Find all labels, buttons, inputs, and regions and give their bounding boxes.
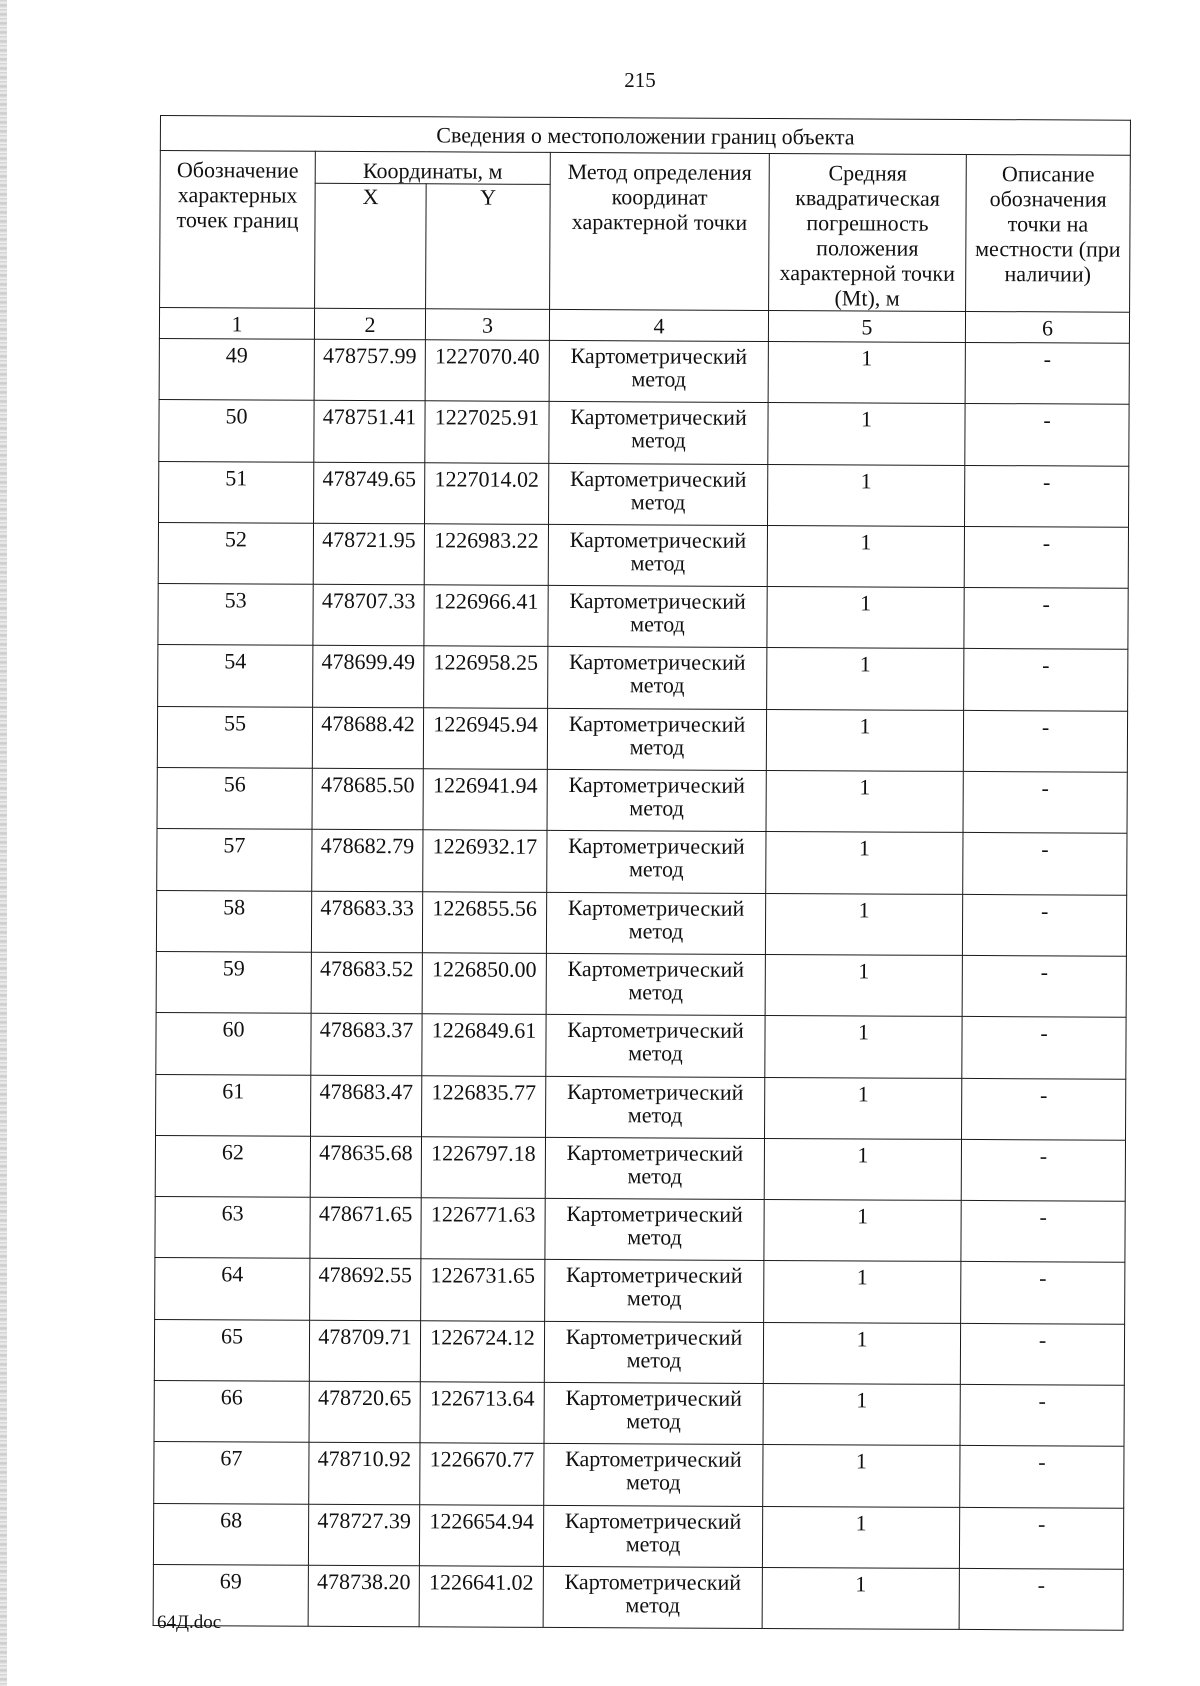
cell-method: Картометрический метод xyxy=(546,892,765,954)
footer-filename: 64Д.doc xyxy=(157,1612,222,1633)
cell-y: 1226983.22 xyxy=(424,524,548,586)
table-row xyxy=(157,706,1127,772)
cell-y: 1226713.64 xyxy=(420,1382,544,1444)
cell-y: 1226849.61 xyxy=(422,1014,546,1076)
table-row xyxy=(155,1258,1125,1324)
cell-error: 1 xyxy=(763,1322,960,1384)
cell-x: 478720.65 xyxy=(309,1381,420,1443)
cell-y: 1227025.91 xyxy=(425,401,549,463)
cell-point: 51 xyxy=(159,461,314,523)
table-row xyxy=(159,461,1129,527)
cell-error: 1 xyxy=(763,1445,960,1507)
table-row xyxy=(155,1135,1125,1201)
cell-description: - xyxy=(962,955,1126,1017)
cell-point: 65 xyxy=(154,1319,309,1381)
cell-method: Картометрический метод xyxy=(546,1076,765,1138)
cell-y: 1226670.77 xyxy=(420,1443,544,1505)
cell-y: 1226958.25 xyxy=(424,646,548,708)
cell-error: 1 xyxy=(763,1384,960,1446)
table-row xyxy=(157,829,1127,895)
cell-description: - xyxy=(963,772,1127,834)
cell-error: 1 xyxy=(762,1567,959,1629)
cell-error: 1 xyxy=(768,403,965,465)
cell-description: - xyxy=(962,894,1126,956)
table-row xyxy=(153,1564,1123,1630)
cell-x: 478751.41 xyxy=(314,401,425,463)
cell-description: - xyxy=(964,588,1128,650)
cell-description: - xyxy=(959,1507,1123,1569)
table-row xyxy=(159,400,1129,466)
cell-description: - xyxy=(963,833,1127,895)
header-method: Метод определения координат характерной точки xyxy=(550,152,770,310)
column-number: 6 xyxy=(965,311,1129,343)
column-number-row xyxy=(159,308,1129,344)
cell-error: 1 xyxy=(765,1016,962,1078)
cell-error: 1 xyxy=(766,709,963,771)
cell-y: 1226945.94 xyxy=(423,708,547,770)
cell-point: 58 xyxy=(156,890,311,952)
cell-method: Картометрический метод xyxy=(545,1199,764,1261)
cell-y: 1226724.12 xyxy=(420,1321,544,1383)
cell-error: 1 xyxy=(768,341,965,403)
cell-x: 478683.47 xyxy=(311,1075,422,1137)
cell-description: - xyxy=(961,1139,1125,1201)
cell-point: 54 xyxy=(158,645,313,707)
cell-method: Картометрический метод xyxy=(544,1444,763,1506)
cell-description: - xyxy=(962,1078,1126,1140)
cell-point: 53 xyxy=(158,584,313,646)
cell-y: 1226835.77 xyxy=(422,1075,546,1137)
title-row xyxy=(160,116,1130,156)
column-number: 2 xyxy=(314,308,425,340)
cell-x: 478683.37 xyxy=(311,1014,422,1076)
cell-error: 1 xyxy=(764,1261,961,1323)
cell-error: 1 xyxy=(768,464,965,526)
cell-x: 478738.20 xyxy=(308,1565,419,1627)
cell-method: Картометрический метод xyxy=(543,1566,762,1628)
cell-description: - xyxy=(960,1384,1124,1446)
cell-description: - xyxy=(960,1446,1124,1508)
cell-method: Картометрический метод xyxy=(543,1505,762,1567)
cell-method: Картометрический метод xyxy=(547,831,766,893)
cell-description: - xyxy=(961,1262,1125,1324)
cell-error: 1 xyxy=(767,525,964,587)
cell-method: Картометрический метод xyxy=(547,708,766,770)
table-row xyxy=(154,1381,1124,1447)
cell-y: 1226731.65 xyxy=(421,1259,545,1321)
cell-error: 1 xyxy=(764,1138,961,1200)
table-row xyxy=(156,1013,1126,1079)
cell-y: 1227070.40 xyxy=(425,340,549,402)
cell-method: Картометрический метод xyxy=(545,1137,764,1199)
table-row xyxy=(157,768,1127,834)
cell-point: 63 xyxy=(155,1197,310,1259)
table-row xyxy=(156,890,1126,956)
cell-error: 1 xyxy=(767,587,964,649)
cell-description: - xyxy=(959,1568,1123,1630)
cell-method: Картометрический метод xyxy=(549,463,768,525)
table-row xyxy=(156,951,1126,1017)
cell-point: 56 xyxy=(157,768,312,830)
cell-x: 478683.52 xyxy=(311,952,422,1014)
cell-x: 478757.99 xyxy=(314,339,425,401)
table-row xyxy=(153,1503,1123,1569)
cell-point: 64 xyxy=(155,1258,310,1320)
header-coordinates: Координаты, м xyxy=(315,151,550,184)
header-designation: Обозначение характерных точек границ xyxy=(160,151,316,309)
cell-description: - xyxy=(964,465,1128,527)
cell-y: 1227014.02 xyxy=(425,462,549,524)
cell-method: Картометрический метод xyxy=(549,340,768,402)
cell-x: 478709.71 xyxy=(309,1320,420,1382)
cell-error: 1 xyxy=(765,893,962,955)
cell-point: 69 xyxy=(153,1564,308,1626)
page-number: 215 xyxy=(624,68,656,92)
table-row xyxy=(156,1074,1126,1140)
column-number: 4 xyxy=(549,309,768,341)
boundary-points-table xyxy=(153,115,1131,1631)
column-number: 3 xyxy=(425,309,549,341)
table-row xyxy=(159,338,1129,404)
table-row xyxy=(158,645,1128,711)
table-body xyxy=(153,116,1130,1631)
scan-edge xyxy=(0,0,7,1686)
cell-y: 1226850.00 xyxy=(422,953,546,1015)
table-row xyxy=(158,522,1128,588)
cell-error: 1 xyxy=(767,648,964,710)
cell-x: 478688.42 xyxy=(312,707,423,769)
cell-x: 478671.65 xyxy=(310,1197,421,1259)
cell-x: 478710.92 xyxy=(309,1443,420,1505)
cell-error: 1 xyxy=(766,771,963,833)
table-title: Сведения о местоположении границ объекта xyxy=(160,116,1130,156)
cell-y: 1226771.63 xyxy=(421,1198,545,1260)
header-x: X xyxy=(315,183,427,309)
table-row xyxy=(155,1197,1125,1263)
cell-x: 478707.33 xyxy=(313,584,424,646)
cell-description: - xyxy=(962,1017,1126,1079)
cell-description: - xyxy=(960,1323,1124,1385)
table-row xyxy=(154,1442,1124,1508)
cell-error: 1 xyxy=(765,1077,962,1139)
cell-method: Картометрический метод xyxy=(549,402,768,464)
cell-y: 1226654.94 xyxy=(419,1504,543,1566)
cell-x: 478682.79 xyxy=(312,830,423,892)
cell-point: 55 xyxy=(157,706,312,768)
cell-error: 1 xyxy=(764,1200,961,1262)
cell-point: 50 xyxy=(159,400,314,462)
cell-method: Картометрический метод xyxy=(545,1260,764,1322)
cell-method: Картометрический метод xyxy=(548,647,767,709)
cell-method: Картометрический метод xyxy=(544,1382,763,1444)
cell-description: - xyxy=(965,342,1129,404)
header-y: Y xyxy=(426,184,551,310)
cell-description: - xyxy=(964,526,1128,588)
cell-x: 478685.50 xyxy=(312,768,423,830)
cell-method: Картометрический метод xyxy=(546,953,765,1015)
cell-y: 1226641.02 xyxy=(419,1566,543,1628)
cell-method: Картометрический метод xyxy=(548,586,767,648)
cell-error: 1 xyxy=(762,1506,959,1568)
cell-description: - xyxy=(964,649,1128,711)
cell-description: - xyxy=(965,404,1129,466)
cell-method: Картометрический метод xyxy=(547,769,766,831)
cell-point: 62 xyxy=(155,1135,310,1197)
cell-point: 60 xyxy=(156,1013,311,1075)
cell-y: 1226855.56 xyxy=(422,891,546,953)
cell-point: 61 xyxy=(156,1074,311,1136)
cell-point: 67 xyxy=(154,1442,309,1504)
cell-point: 52 xyxy=(158,522,313,584)
cell-point: 57 xyxy=(157,829,312,891)
cell-description: - xyxy=(961,1201,1125,1263)
cell-x: 478699.49 xyxy=(313,646,424,708)
column-number: 1 xyxy=(159,308,314,340)
cell-x: 478727.39 xyxy=(308,1504,419,1566)
cell-x: 478721.95 xyxy=(313,523,424,585)
column-number: 5 xyxy=(768,310,965,342)
table-row xyxy=(154,1319,1124,1385)
header-error: Средняя квадратическая погрешность положения характерной точки (Mt), м xyxy=(769,153,967,311)
cell-method: Картометрический метод xyxy=(548,524,767,586)
header-row xyxy=(160,151,1130,188)
cell-y: 1226797.18 xyxy=(421,1137,545,1199)
cell-error: 1 xyxy=(765,954,962,1016)
cell-y: 1226932.17 xyxy=(423,830,547,892)
cell-point: 66 xyxy=(154,1381,309,1443)
cell-x: 478749.65 xyxy=(314,462,425,524)
cell-x: 478635.68 xyxy=(310,1136,421,1198)
cell-point: 59 xyxy=(156,951,311,1013)
cell-y: 1226941.94 xyxy=(423,769,547,831)
cell-error: 1 xyxy=(766,832,963,894)
cell-y: 1226966.41 xyxy=(424,585,548,647)
table-row xyxy=(158,584,1128,650)
cell-x: 478683.33 xyxy=(311,891,422,953)
cell-method: Картометрический метод xyxy=(544,1321,763,1383)
cell-method: Картометрический метод xyxy=(546,1015,765,1077)
cell-point: 68 xyxy=(153,1503,308,1565)
header-description: Описание обозначения точки на местности (при наличии) xyxy=(966,154,1131,312)
cell-point: 49 xyxy=(159,338,314,400)
cell-description: - xyxy=(963,710,1127,772)
cell-x: 478692.55 xyxy=(310,1259,421,1321)
